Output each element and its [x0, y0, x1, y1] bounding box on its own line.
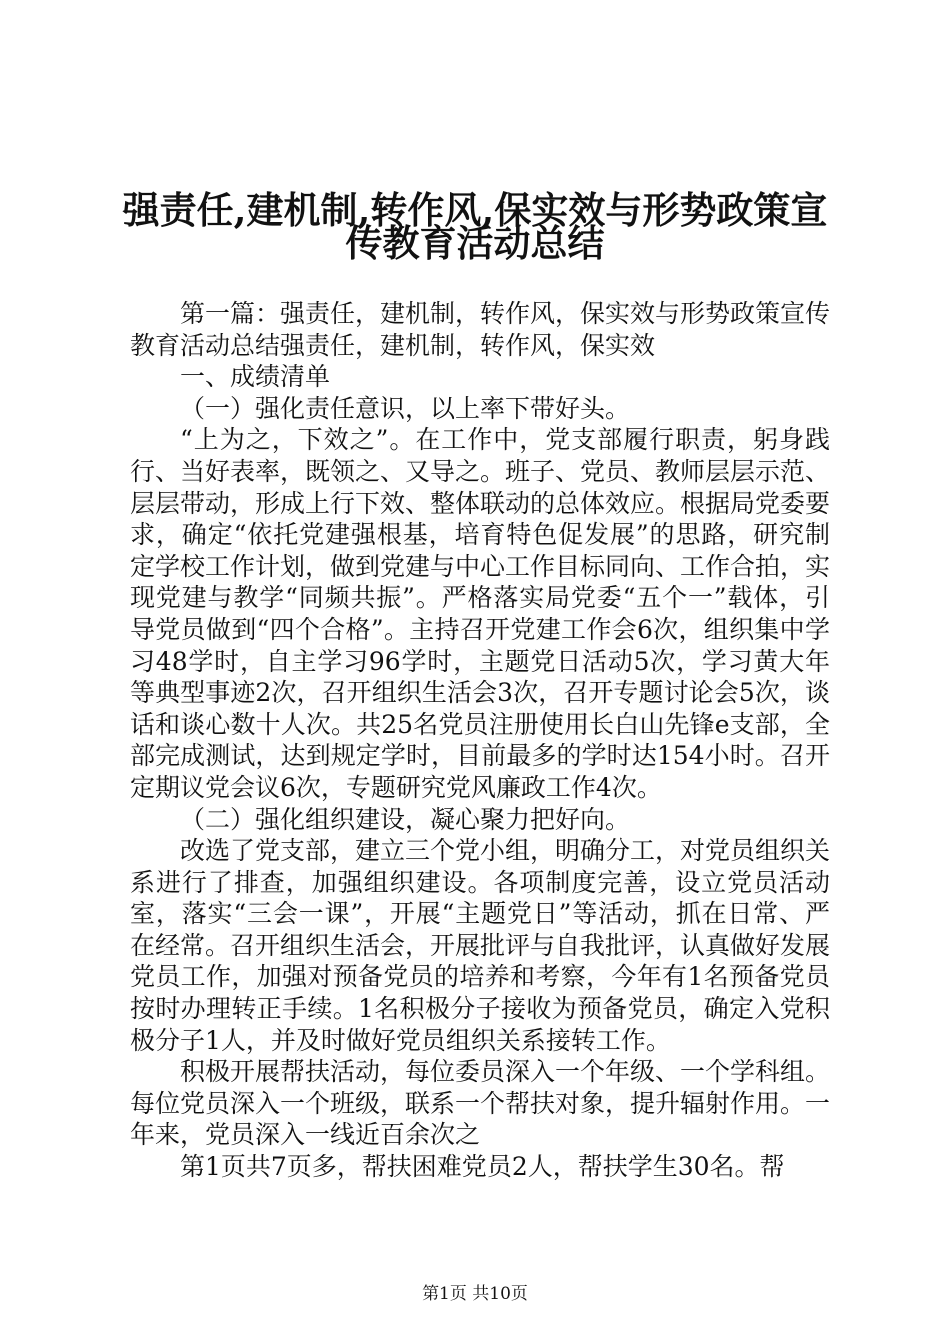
document-title-line-2: 传教育活动总结 — [345, 221, 605, 265]
paragraph-responsibility: “上为之，下效之”。在工作中，党支部履行职责，躬身践行、当好表率，既领之、又导之。班子、党员、教师层层示范、层层带动，形成上行下效、整体联动的总体效应。根据局党委要求，确定“依托党建强根基，培育特色促发展”的思路，研究制定学校工作计划，做到党建与中心工作目标同向、工作合拍，实现党建与教学“同频共振”。严格落实局党委“五个一”载体，引导党员做到“四个合格”。主持召开党建工作会6次，组织集中学习48学时，自主学习96学时，主题党日活动5次，学习黄大年等典型事迹2次，召开组织生活会3次，召开专题讨论会5次，谈话和谈心数十人次。共25名党员注册使用长白山先锋e支部，全部完成测试，达到规定学时，目前最多的学时达154小时。召开定期议党会议6次，专题研究党风廉政工作4次。 — [130, 425, 831, 802]
paragraph-organization: 改选了党支部，建立三个党小组，明确分工，对党员组织关系进行了排查，加强组织建设。各项制度完善，设立党员活动室，落实“三会一课”，开展“主题党日”等活动，抓在日常、严在经常。召开组织生活会，开展批评与自我批评，认真做好发展党员工作，加强对预备党员的培养和考察，今年有1名预备党员按时办理转正手续。1名积极分子接收为预备党员，确定入党积极分子1人，并及时做好党员组织关系接转工作。 — [130, 836, 831, 1055]
paragraph-continuation: 第1页共7页多，帮扶困难党员2人，帮扶学生30名。帮 — [180, 1152, 785, 1182]
paragraph-intro: 第一篇：强责任，建机制，转作风，保实效与形势政策宣传教育活动总结强责任，建机制，转作风，保实效 — [130, 299, 831, 360]
subsection-heading-responsibility: （一）强化责任意识，以上率下带好头。 — [180, 393, 631, 423]
subsection-heading-organization: （二）强化组织建设，凝心聚力把好向。 — [180, 804, 631, 834]
paragraph-assistance: 积极开展帮扶活动，每位委员深入一个年级、一个学科组。每位党员深入一个班级，联系一个帮扶对象，提升辐射作用。一年来，党员深入一线近百余次之 — [130, 1057, 831, 1150]
section-heading-achievements: 一、成绩清单 — [180, 362, 331, 392]
document-body — [130, 298, 830, 1183]
page-footer: 第1页 共10页 — [422, 1284, 528, 1304]
document-title-line-1: 强责任,建机制,转作风,保实效与形势政策宣 — [122, 188, 828, 232]
